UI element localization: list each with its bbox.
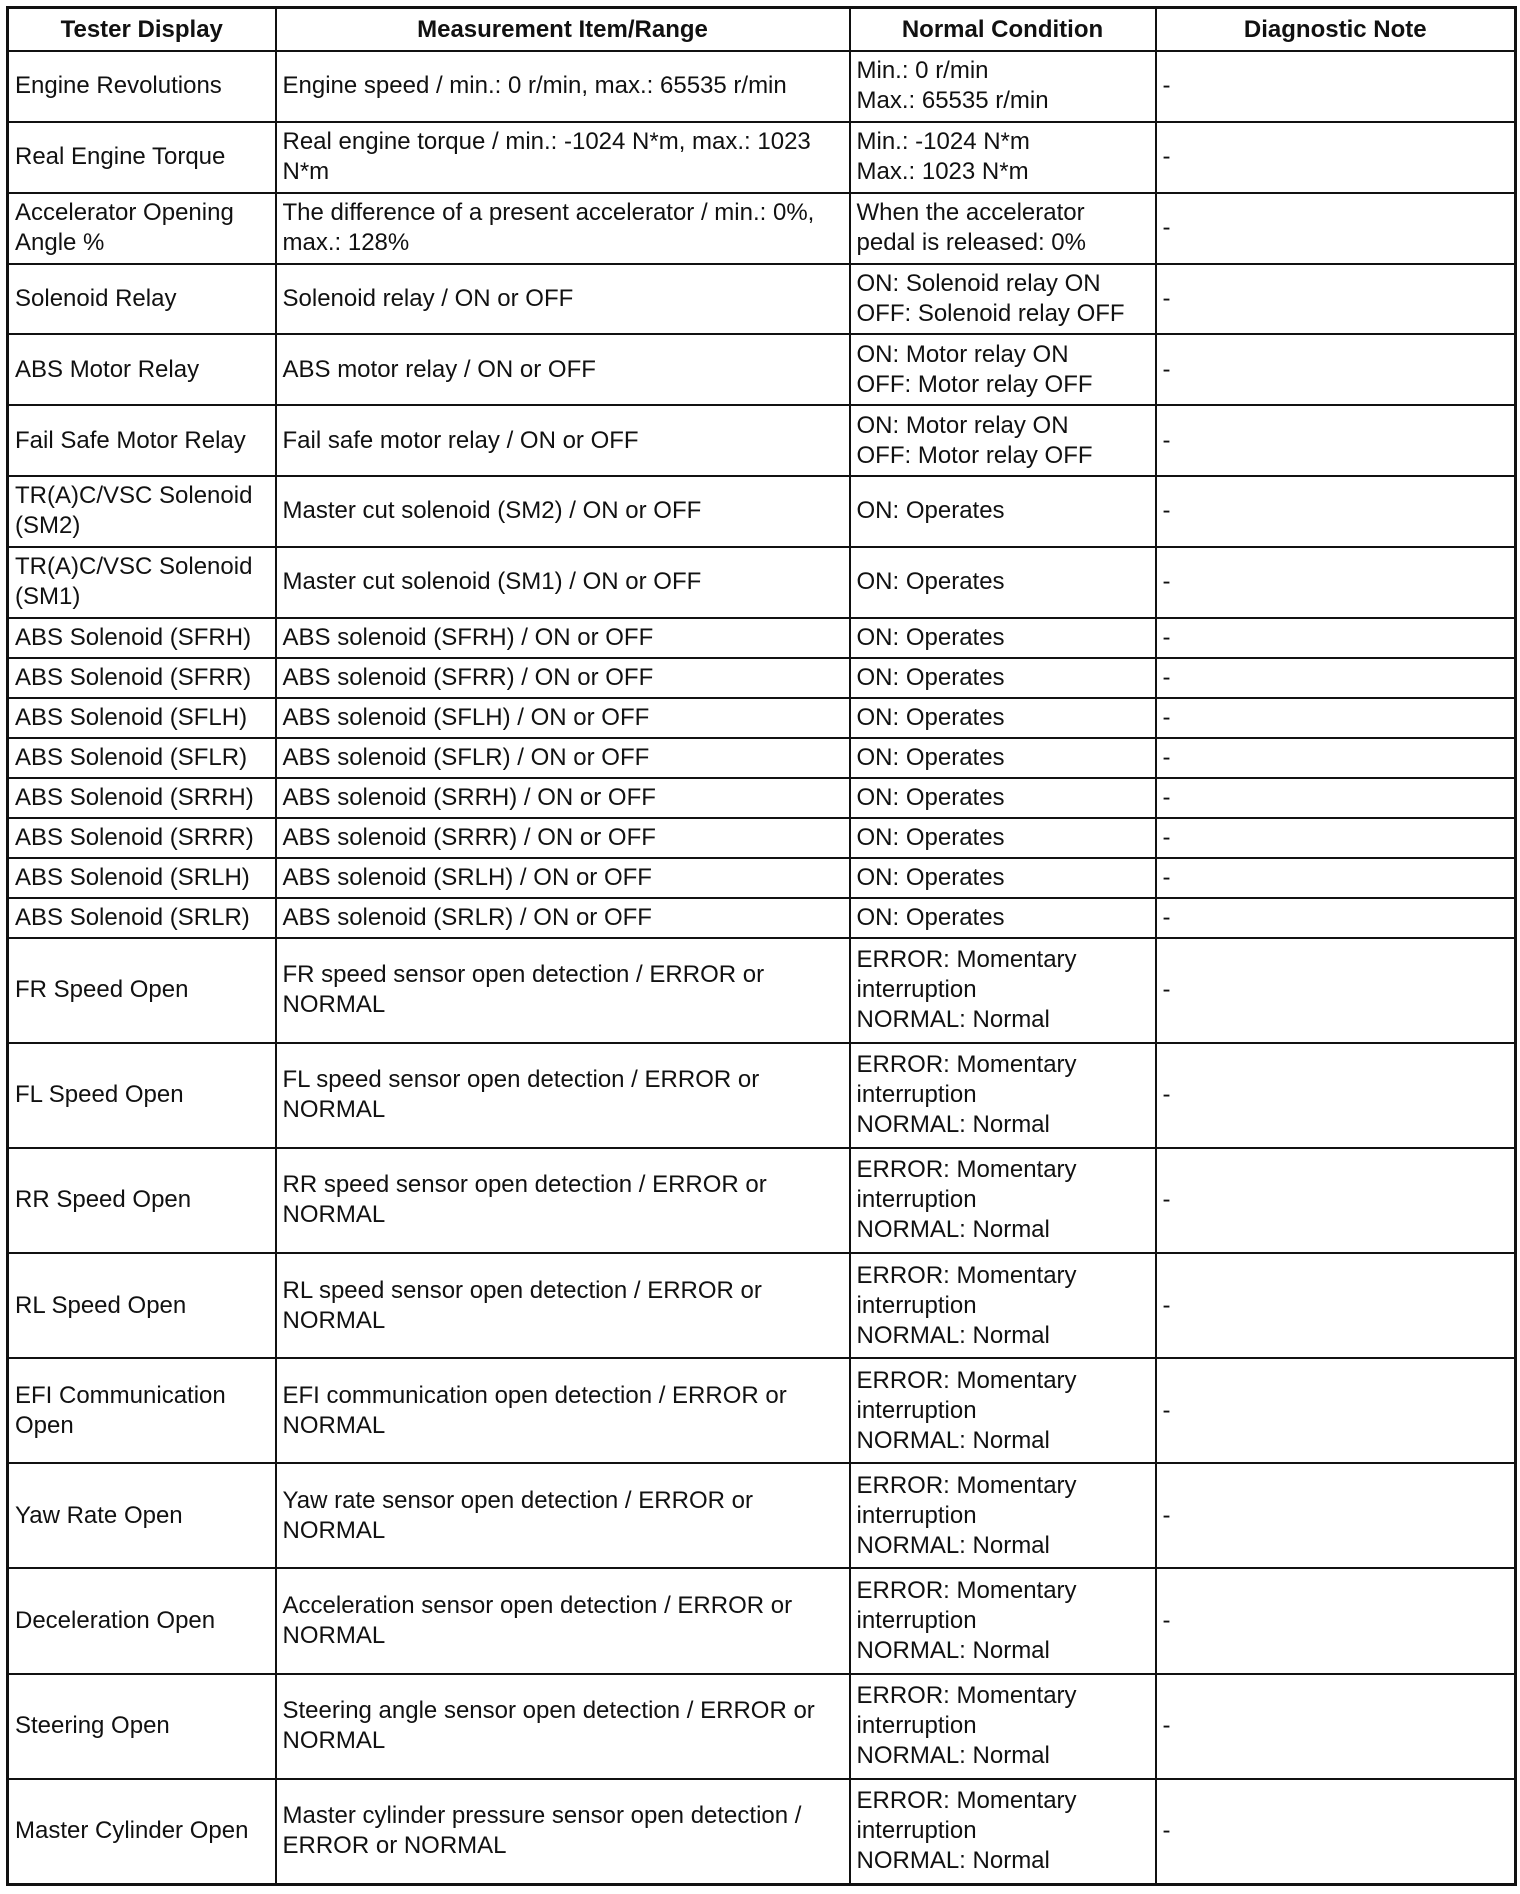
cell-tester-display: FR Speed Open [8,938,276,1043]
cell-normal-condition [850,938,1156,1043]
cell-normal-condition [850,547,1156,618]
cell-tester-display: EFI Communication Open [8,1358,276,1463]
cell-diagnostic-note: - [1156,1463,1516,1568]
cell-measurement-item: Master cut solenoid (SM2) / ON or OFF [276,476,850,547]
table-row [8,778,1516,818]
condition-line: NORMAL: Normal [856,1216,1050,1244]
condition-line: NORMAL: Normal [856,1636,1050,1664]
table-row [8,264,1516,335]
condition-line: NORMAL: Normal [856,1847,1050,1875]
condition-line: ON: Operates [856,903,1005,931]
table-row [8,1148,1516,1253]
table-row [8,898,1516,938]
table-row [8,938,1516,1043]
table-row [8,858,1516,898]
cell-tester-display: Yaw Rate Open [8,1463,276,1568]
cell-diagnostic-note: - [1156,778,1516,818]
cell-measurement-item: Master cylinder pressure sensor open detection / ERROR or NORMAL [276,1779,850,1885]
cell-measurement-item: ABS solenoid (SRLH) / ON or OFF [276,858,850,898]
cell-measurement-item: Steering angle sensor open detection / ERROR or NORMAL [276,1674,850,1779]
cell-normal-condition [850,1779,1156,1885]
cell-tester-display: FL Speed Open [8,1043,276,1148]
cell-measurement-item: ABS solenoid (SRRR) / ON or OFF [276,818,850,858]
condition-line: ERROR: Momentary interruption [856,1366,1077,1424]
condition-line: OFF: Motor relay OFF [856,370,1093,398]
cell-normal-condition [850,1463,1156,1568]
header-tester-display: Tester Display [8,8,276,52]
cell-tester-display: TR(A)C/VSC Solenoid (SM2) [8,476,276,547]
cell-measurement-item: FR speed sensor open detection / ERROR or NORMAL [276,938,850,1043]
condition-line: ON: Operates [856,568,1005,596]
condition-line: ON: Operates [856,823,1005,851]
cell-tester-display: ABS Solenoid (SRRR) [8,818,276,858]
cell-tester-display: TR(A)C/VSC Solenoid (SM1) [8,547,276,618]
table-row [8,405,1516,476]
table-row [8,698,1516,738]
cell-tester-display: ABS Solenoid (SRLH) [8,858,276,898]
header-row [8,8,1516,52]
cell-normal-condition [850,405,1156,476]
cell-diagnostic-note: - [1156,1779,1516,1885]
cell-tester-display: Solenoid Relay [8,264,276,335]
cell-measurement-item: ABS solenoid (SFLH) / ON or OFF [276,698,850,738]
table-row [8,476,1516,547]
cell-normal-condition [850,738,1156,778]
cell-tester-display: Accelerator Opening Angle % [8,193,276,264]
cell-diagnostic-note: - [1156,898,1516,938]
condition-line: ON: Motor relay ON [856,411,1069,439]
header-normal-condition: Normal Condition [850,8,1156,52]
cell-normal-condition [850,122,1156,193]
cell-diagnostic-note: - [1156,1358,1516,1463]
cell-tester-display: RR Speed Open [8,1148,276,1253]
cell-diagnostic-note: - [1156,1148,1516,1253]
cell-diagnostic-note: - [1156,547,1516,618]
table-row [8,1253,1516,1358]
cell-diagnostic-note: - [1156,51,1516,122]
table-row [8,51,1516,122]
cell-normal-condition [850,778,1156,818]
condition-line: ERROR: Momentary interruption [856,1156,1077,1214]
table-row [8,547,1516,618]
cell-measurement-item: Fail safe motor relay / ON or OFF [276,405,850,476]
table-row [8,658,1516,698]
condition-line: NORMAL: Normal [856,1426,1050,1454]
cell-diagnostic-note: - [1156,1043,1516,1148]
cell-diagnostic-note: - [1156,1674,1516,1779]
table-row [8,1674,1516,1779]
cell-measurement-item: ABS solenoid (SFRR) / ON or OFF [276,658,850,698]
cell-diagnostic-note: - [1156,122,1516,193]
condition-line: ON: Operates [856,623,1005,651]
cell-tester-display: Master Cylinder Open [8,1779,276,1885]
cell-diagnostic-note: - [1156,698,1516,738]
condition-line: Max.: 1023 N*m [856,158,1029,186]
table-body [8,51,1516,1885]
table-row [8,122,1516,193]
cell-diagnostic-note: - [1156,858,1516,898]
cell-diagnostic-note: - [1156,405,1516,476]
cell-measurement-item: FL speed sensor open detection / ERROR or NORMAL [276,1043,850,1148]
cell-normal-condition [850,1043,1156,1148]
condition-line: ERROR: Momentary interruption [856,1682,1077,1740]
header-measurement-item: Measurement Item/Range [276,8,850,52]
cell-normal-condition [850,658,1156,698]
condition-line: OFF: Motor relay OFF [856,441,1093,469]
table-header [8,8,1516,52]
cell-measurement-item: Master cut solenoid (SM1) / ON or OFF [276,547,850,618]
condition-line: ON: Operates [856,497,1005,525]
cell-measurement-item: ABS solenoid (SFLR) / ON or OFF [276,738,850,778]
cell-tester-display: Real Engine Torque [8,122,276,193]
cell-measurement-item: EFI communication open detection / ERROR or NORMAL [276,1358,850,1463]
table-row [8,618,1516,658]
condition-line: NORMAL: Normal [856,1006,1050,1034]
cell-diagnostic-note: - [1156,476,1516,547]
condition-line: ERROR: Momentary interruption [856,1787,1077,1845]
cell-normal-condition [850,51,1156,122]
cell-diagnostic-note: - [1156,1253,1516,1358]
condition-line: NORMAL: Normal [856,1531,1050,1559]
cell-tester-display: ABS Solenoid (SFLR) [8,738,276,778]
cell-tester-display: ABS Solenoid (SFRH) [8,618,276,658]
cell-normal-condition [850,1148,1156,1253]
cell-tester-display: ABS Solenoid (SFLH) [8,698,276,738]
condition-line: ON: Operates [856,663,1005,691]
cell-normal-condition [850,858,1156,898]
cell-tester-display: Deceleration Open [8,1568,276,1673]
header-diagnostic-note: Diagnostic Note [1156,8,1516,52]
cell-measurement-item: Yaw rate sensor open detection / ERROR or NORMAL [276,1463,850,1568]
cell-tester-display: Fail Safe Motor Relay [8,405,276,476]
cell-diagnostic-note: - [1156,334,1516,405]
cell-normal-condition [850,818,1156,858]
condition-line: ERROR: Momentary interruption [856,1471,1077,1529]
cell-diagnostic-note: - [1156,1568,1516,1673]
cell-diagnostic-note: - [1156,264,1516,335]
cell-diagnostic-note: - [1156,618,1516,658]
cell-diagnostic-note: - [1156,938,1516,1043]
cell-diagnostic-note: - [1156,658,1516,698]
cell-normal-condition [850,1568,1156,1673]
cell-tester-display: RL Speed Open [8,1253,276,1358]
cell-measurement-item: ABS solenoid (SFRH) / ON or OFF [276,618,850,658]
cell-tester-display: ABS Solenoid (SRRH) [8,778,276,818]
table-row [8,1358,1516,1463]
cell-normal-condition [850,193,1156,264]
cell-normal-condition [850,476,1156,547]
condition-line: Min.: 0 r/min [856,57,989,85]
cell-measurement-item: ABS motor relay / ON or OFF [276,334,850,405]
cell-diagnostic-note: - [1156,818,1516,858]
condition-line: ERROR: Momentary interruption [856,1576,1077,1634]
cell-measurement-item: ABS solenoid (SRRH) / ON or OFF [276,778,850,818]
condition-line: ON: Operates [856,743,1005,771]
condition-line: ERROR: Momentary interruption [856,946,1077,1004]
cell-diagnostic-note: - [1156,738,1516,778]
cell-diagnostic-note: - [1156,193,1516,264]
cell-normal-condition [850,1674,1156,1779]
table-row [8,738,1516,778]
table-row [8,1043,1516,1148]
condition-line: When the accelerator pedal is released: 0% [856,199,1086,257]
cell-normal-condition [850,264,1156,335]
cell-measurement-item: Real engine torque / min.: -1024 N*m, max.: 1023 N*m [276,122,850,193]
cell-measurement-item: Solenoid relay / ON or OFF [276,264,850,335]
cell-tester-display: Steering Open [8,1674,276,1779]
condition-line: NORMAL: Normal [856,1321,1050,1349]
cell-tester-display: ABS Solenoid (SRLR) [8,898,276,938]
cell-measurement-item: RL speed sensor open detection / ERROR or NORMAL [276,1253,850,1358]
cell-normal-condition [850,334,1156,405]
cell-normal-condition [850,898,1156,938]
condition-line: Max.: 65535 r/min [856,87,1049,115]
condition-line: Min.: -1024 N*m [856,128,1030,156]
condition-line: NORMAL: Normal [856,1742,1050,1770]
table-row [8,818,1516,858]
cell-normal-condition [850,1253,1156,1358]
cell-measurement-item: The difference of a present accelerator / min.: 0%, max.: 128% [276,193,850,264]
condition-line: NORMAL: Normal [856,1111,1050,1139]
condition-line: ON: Operates [856,863,1005,891]
cell-normal-condition [850,618,1156,658]
condition-line: OFF: Solenoid relay OFF [856,299,1125,327]
cell-tester-display: Engine Revolutions [8,51,276,122]
cell-tester-display: ABS Solenoid (SFRR) [8,658,276,698]
table-row [8,1463,1516,1568]
cell-measurement-item: RR speed sensor open detection / ERROR or NORMAL [276,1148,850,1253]
table-row [8,193,1516,264]
condition-line: ON: Solenoid relay ON [856,269,1101,297]
cell-measurement-item: ABS solenoid (SRLR) / ON or OFF [276,898,850,938]
data-list-table [6,6,1517,1886]
cell-measurement-item: Engine speed / min.: 0 r/min, max.: 65535 r/min [276,51,850,122]
condition-line: ERROR: Momentary interruption [856,1261,1077,1319]
condition-line: ON: Motor relay ON [856,340,1069,368]
table-row [8,334,1516,405]
cell-tester-display: ABS Motor Relay [8,334,276,405]
cell-normal-condition [850,698,1156,738]
table-row [8,1568,1516,1673]
condition-line: ERROR: Momentary interruption [856,1051,1077,1109]
condition-line: ON: Operates [856,783,1005,811]
cell-normal-condition [850,1358,1156,1463]
cell-measurement-item: Acceleration sensor open detection / ERROR or NORMAL [276,1568,850,1673]
condition-line: ON: Operates [856,703,1005,731]
table-row [8,1779,1516,1885]
